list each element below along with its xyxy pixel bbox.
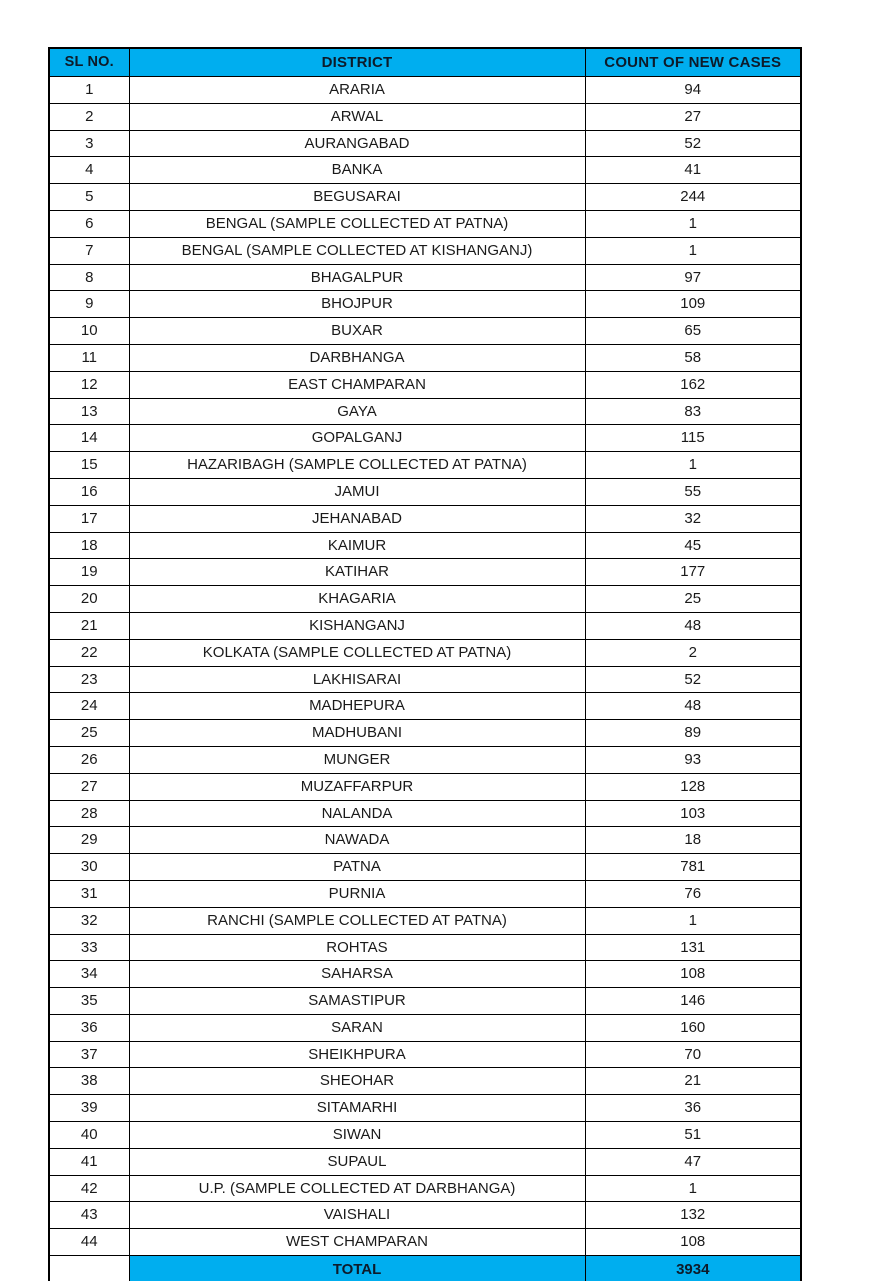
cell-new-cases-count: 47 xyxy=(585,1148,801,1175)
cell-new-cases-count: 128 xyxy=(585,773,801,800)
new-cases-by-district-table xyxy=(48,47,802,1281)
column-header-count-of-new-cases[interactable]: COUNT OF NEW CASES xyxy=(585,48,801,77)
cell-new-cases-count: 1 xyxy=(585,1175,801,1202)
cell-district-name: BHOJPUR xyxy=(129,291,585,318)
table-row xyxy=(49,934,801,961)
cell-district-name: PATNA xyxy=(129,854,585,881)
table-row xyxy=(49,184,801,211)
cell-district-name: ARARIA xyxy=(129,77,585,104)
cell-new-cases-count: 58 xyxy=(585,344,801,371)
table-row xyxy=(49,452,801,479)
table-row xyxy=(49,586,801,613)
cell-new-cases-count: 1 xyxy=(585,237,801,264)
cell-district-name: SIWAN xyxy=(129,1122,585,1149)
cell-district-name: U.P. (SAMPLE COLLECTED AT DARBHANGA) xyxy=(129,1175,585,1202)
cell-new-cases-count: 177 xyxy=(585,559,801,586)
cell-sl-no: 37 xyxy=(49,1041,129,1068)
cell-district-name: DARBHANGA xyxy=(129,344,585,371)
cell-sl-no: 18 xyxy=(49,532,129,559)
cell-sl-no: 44 xyxy=(49,1229,129,1256)
cell-sl-no: 12 xyxy=(49,371,129,398)
cell-sl-no: 19 xyxy=(49,559,129,586)
cell-new-cases-count: 45 xyxy=(585,532,801,559)
cell-district-name: SHEIKHPURA xyxy=(129,1041,585,1068)
cell-sl-no: 43 xyxy=(49,1202,129,1229)
cell-sl-no: 16 xyxy=(49,478,129,505)
cell-district-name: NALANDA xyxy=(129,800,585,827)
cell-sl-no: 33 xyxy=(49,934,129,961)
cell-sl-no: 26 xyxy=(49,746,129,773)
cell-sl-no: 29 xyxy=(49,827,129,854)
cell-new-cases-count: 1 xyxy=(585,452,801,479)
new-cases-table-container xyxy=(48,47,800,1281)
cell-sl-no: 36 xyxy=(49,1014,129,1041)
table-row xyxy=(49,880,801,907)
cell-new-cases-count: 76 xyxy=(585,880,801,907)
cell-sl-no: 25 xyxy=(49,720,129,747)
table-row xyxy=(49,210,801,237)
cell-new-cases-count: 1 xyxy=(585,210,801,237)
cell-district-name: GOPALGANJ xyxy=(129,425,585,452)
table-row xyxy=(49,344,801,371)
table-row xyxy=(49,1175,801,1202)
column-header-district[interactable]: DISTRICT xyxy=(129,48,585,77)
cell-new-cases-count: 108 xyxy=(585,961,801,988)
cell-sl-no: 17 xyxy=(49,505,129,532)
total-label: TOTAL xyxy=(129,1256,585,1281)
cell-district-name: ROHTAS xyxy=(129,934,585,961)
cell-new-cases-count: 131 xyxy=(585,934,801,961)
cell-district-name: EAST CHAMPARAN xyxy=(129,371,585,398)
cell-sl-no: 22 xyxy=(49,639,129,666)
cell-district-name: SARAN xyxy=(129,1014,585,1041)
cell-district-name: MUNGER xyxy=(129,746,585,773)
table-row xyxy=(49,612,801,639)
table-row xyxy=(49,505,801,532)
cell-new-cases-count: 2 xyxy=(585,639,801,666)
cell-district-name: VAISHALI xyxy=(129,1202,585,1229)
cell-new-cases-count: 41 xyxy=(585,157,801,184)
cell-new-cases-count: 55 xyxy=(585,478,801,505)
cell-sl-no: 15 xyxy=(49,452,129,479)
cell-new-cases-count: 781 xyxy=(585,854,801,881)
table-row xyxy=(49,1068,801,1095)
cell-new-cases-count: 94 xyxy=(585,77,801,104)
cell-new-cases-count: 132 xyxy=(585,1202,801,1229)
table-row xyxy=(49,907,801,934)
cell-district-name: KAIMUR xyxy=(129,532,585,559)
cell-district-name: SITAMARHI xyxy=(129,1095,585,1122)
cell-new-cases-count: 108 xyxy=(585,1229,801,1256)
cell-district-name: PURNIA xyxy=(129,880,585,907)
table-row xyxy=(49,478,801,505)
cell-new-cases-count: 89 xyxy=(585,720,801,747)
table-row xyxy=(49,827,801,854)
table-row xyxy=(49,1202,801,1229)
cell-sl-no: 3 xyxy=(49,130,129,157)
table-row xyxy=(49,666,801,693)
cell-new-cases-count: 52 xyxy=(585,666,801,693)
cell-district-name: BEGUSARAI xyxy=(129,184,585,211)
cell-district-name: BENGAL (SAMPLE COLLECTED AT KISHANGANJ) xyxy=(129,237,585,264)
cell-new-cases-count: 21 xyxy=(585,1068,801,1095)
cell-new-cases-count: 109 xyxy=(585,291,801,318)
cell-district-name: BENGAL (SAMPLE COLLECTED AT PATNA) xyxy=(129,210,585,237)
table-row xyxy=(49,1122,801,1149)
cell-district-name: KATIHAR xyxy=(129,559,585,586)
cell-sl-no: 39 xyxy=(49,1095,129,1122)
cell-sl-no: 27 xyxy=(49,773,129,800)
cell-sl-no: 42 xyxy=(49,1175,129,1202)
cell-sl-no: 4 xyxy=(49,157,129,184)
cell-sl-no: 32 xyxy=(49,907,129,934)
table-row xyxy=(49,988,801,1015)
cell-district-name: WEST CHAMPARAN xyxy=(129,1229,585,1256)
table-row xyxy=(49,77,801,104)
table-row xyxy=(49,1229,801,1256)
table-row xyxy=(49,157,801,184)
table-row xyxy=(49,559,801,586)
cell-sl-no: 21 xyxy=(49,612,129,639)
cell-district-name: BHAGALPUR xyxy=(129,264,585,291)
cell-new-cases-count: 65 xyxy=(585,318,801,345)
table-row xyxy=(49,532,801,559)
cell-sl-no: 5 xyxy=(49,184,129,211)
cell-district-name: RANCHI (SAMPLE COLLECTED AT PATNA) xyxy=(129,907,585,934)
cell-new-cases-count: 32 xyxy=(585,505,801,532)
cell-sl-no: 11 xyxy=(49,344,129,371)
table-row xyxy=(49,425,801,452)
cell-sl-no: 24 xyxy=(49,693,129,720)
table-row xyxy=(49,264,801,291)
table-row xyxy=(49,318,801,345)
table-row xyxy=(49,961,801,988)
cell-sl-no: 30 xyxy=(49,854,129,881)
cell-sl-no: 40 xyxy=(49,1122,129,1149)
cell-district-name: HAZARIBAGH (SAMPLE COLLECTED AT PATNA) xyxy=(129,452,585,479)
cell-new-cases-count: 51 xyxy=(585,1122,801,1149)
cell-new-cases-count: 48 xyxy=(585,612,801,639)
table-row xyxy=(49,693,801,720)
cell-sl-no: 9 xyxy=(49,291,129,318)
total-row-blank-cell xyxy=(49,1256,129,1281)
cell-district-name: MUZAFFARPUR xyxy=(129,773,585,800)
cell-sl-no: 14 xyxy=(49,425,129,452)
cell-sl-no: 23 xyxy=(49,666,129,693)
cell-sl-no: 41 xyxy=(49,1148,129,1175)
cell-sl-no: 35 xyxy=(49,988,129,1015)
table-row xyxy=(49,130,801,157)
table-row xyxy=(49,746,801,773)
cell-district-name: NAWADA xyxy=(129,827,585,854)
cell-new-cases-count: 115 xyxy=(585,425,801,452)
cell-new-cases-count: 93 xyxy=(585,746,801,773)
cell-new-cases-count: 18 xyxy=(585,827,801,854)
cell-sl-no: 31 xyxy=(49,880,129,907)
table-row xyxy=(49,720,801,747)
cell-district-name: KOLKATA (SAMPLE COLLECTED AT PATNA) xyxy=(129,639,585,666)
table-header-row xyxy=(49,48,801,77)
cell-new-cases-count: 25 xyxy=(585,586,801,613)
cell-sl-no: 38 xyxy=(49,1068,129,1095)
cell-district-name: LAKHISARAI xyxy=(129,666,585,693)
table-row xyxy=(49,103,801,130)
cell-sl-no: 13 xyxy=(49,398,129,425)
cell-sl-no: 10 xyxy=(49,318,129,345)
table-row xyxy=(49,854,801,881)
cell-new-cases-count: 244 xyxy=(585,184,801,211)
cell-new-cases-count: 36 xyxy=(585,1095,801,1122)
cell-new-cases-count: 70 xyxy=(585,1041,801,1068)
cell-district-name: MADHUBANI xyxy=(129,720,585,747)
cell-sl-no: 28 xyxy=(49,800,129,827)
cell-district-name: KHAGARIA xyxy=(129,586,585,613)
table-header xyxy=(49,48,801,77)
table-body xyxy=(49,77,801,1281)
cell-district-name: SAHARSA xyxy=(129,961,585,988)
cell-district-name: SUPAUL xyxy=(129,1148,585,1175)
cell-new-cases-count: 103 xyxy=(585,800,801,827)
cell-sl-no: 7 xyxy=(49,237,129,264)
table-row xyxy=(49,237,801,264)
cell-district-name: AURANGABAD xyxy=(129,130,585,157)
cell-new-cases-count: 160 xyxy=(585,1014,801,1041)
cell-sl-no: 2 xyxy=(49,103,129,130)
cell-district-name: ARWAL xyxy=(129,103,585,130)
table-row xyxy=(49,291,801,318)
cell-district-name: SHEOHAR xyxy=(129,1068,585,1095)
table-row xyxy=(49,1095,801,1122)
table-total-row xyxy=(49,1256,801,1281)
table-row xyxy=(49,1014,801,1041)
column-header-sl-no[interactable]: SL NO. xyxy=(49,48,129,77)
cell-district-name: BUXAR xyxy=(129,318,585,345)
cell-sl-no: 1 xyxy=(49,77,129,104)
cell-district-name: SAMASTIPUR xyxy=(129,988,585,1015)
cell-new-cases-count: 162 xyxy=(585,371,801,398)
cell-district-name: JEHANABAD xyxy=(129,505,585,532)
cell-district-name: KISHANGANJ xyxy=(129,612,585,639)
table-row xyxy=(49,773,801,800)
cell-new-cases-count: 97 xyxy=(585,264,801,291)
cell-sl-no: 8 xyxy=(49,264,129,291)
cell-new-cases-count: 48 xyxy=(585,693,801,720)
table-row xyxy=(49,1148,801,1175)
cell-sl-no: 6 xyxy=(49,210,129,237)
table-row xyxy=(49,398,801,425)
cell-sl-no: 20 xyxy=(49,586,129,613)
cell-district-name: JAMUI xyxy=(129,478,585,505)
table-row xyxy=(49,371,801,398)
table-row xyxy=(49,639,801,666)
cell-new-cases-count: 27 xyxy=(585,103,801,130)
cell-district-name: BANKA xyxy=(129,157,585,184)
table-row xyxy=(49,1041,801,1068)
cell-new-cases-count: 83 xyxy=(585,398,801,425)
cell-new-cases-count: 146 xyxy=(585,988,801,1015)
cell-new-cases-count: 1 xyxy=(585,907,801,934)
cell-new-cases-count: 52 xyxy=(585,130,801,157)
cell-district-name: GAYA xyxy=(129,398,585,425)
table-row xyxy=(49,800,801,827)
total-new-cases-value: 3934 xyxy=(585,1256,801,1281)
cell-district-name: MADHEPURA xyxy=(129,693,585,720)
cell-sl-no: 34 xyxy=(49,961,129,988)
